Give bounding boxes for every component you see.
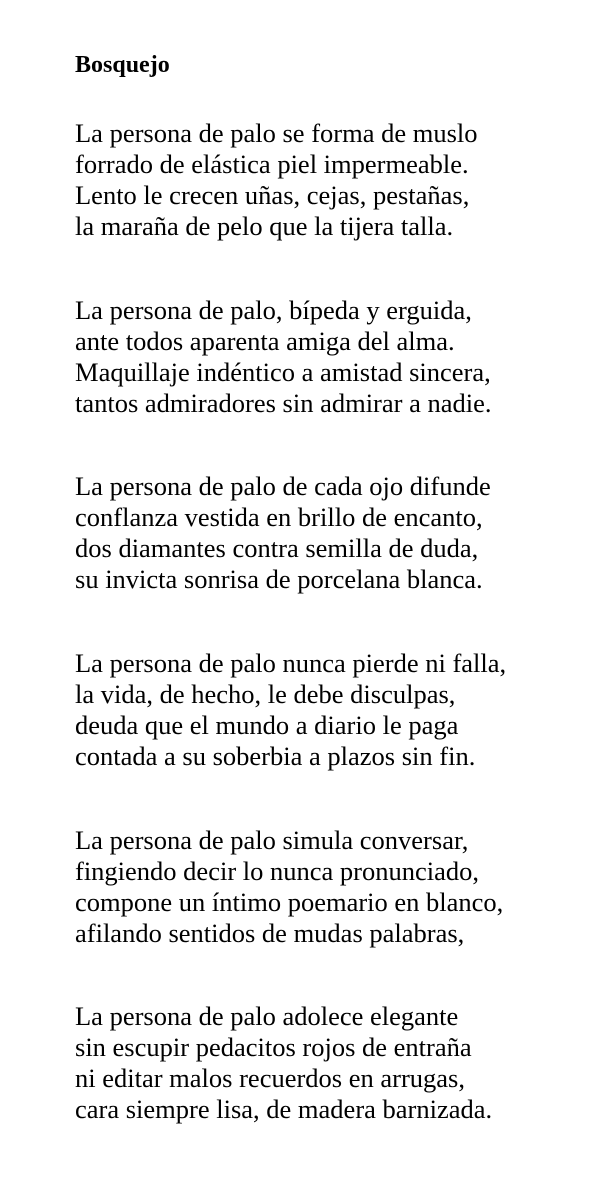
- verse-line: cara siempre lisa, de madera barnizada.: [75, 1094, 493, 1124]
- verse-line: contada a su soberbia a plazos sin fin.: [75, 741, 476, 771]
- verse-line: Lento le crecen uñas, cejas, pestañas,: [75, 180, 470, 210]
- stanza-6: [75, 1001, 492, 1125]
- verse-line: dos diamantes contra semilla de duda,: [75, 533, 479, 563]
- verse-line: La persona de palo, bípeda y erguida,: [75, 295, 472, 325]
- verse-line: ante todos aparenta amiga del alma.: [75, 326, 455, 356]
- verse-line: tantos admiradores sin admirar a nadie.: [75, 388, 492, 418]
- stanza-2: [75, 295, 492, 419]
- verse-line: deuda que el mundo a diario le paga: [75, 710, 459, 740]
- verse-line: afilando sentidos de mudas palabras,: [75, 918, 465, 948]
- verse-line: Maquillaje indéntico a amistad sincera,: [75, 357, 491, 387]
- stanza-1: [75, 118, 478, 242]
- poem-title: Bosquejo: [75, 52, 170, 78]
- verse-line: la vida, de hecho, le debe disculpas,: [75, 679, 456, 709]
- verse-line: su invicta sonrisa de porcelana blanca.: [75, 564, 483, 594]
- verse-line: La persona de palo de cada ojo difunde: [75, 471, 491, 501]
- verse-line: forrado de elástica piel impermeable.: [75, 149, 469, 179]
- stanza-5: [75, 825, 503, 949]
- verse-line: La persona de palo simula conversar,: [75, 825, 469, 855]
- verse-line: sin escupir pedacitos rojos de entraña: [75, 1032, 472, 1062]
- verse-line: compone un íntimo poemario en blanco,: [75, 887, 504, 917]
- verse-line: la maraña de pelo que la tijera talla.: [75, 211, 454, 241]
- verse-line: La persona de palo nunca pierde ni falla,: [75, 648, 507, 678]
- verse-line: La persona de palo se forma de muslo: [75, 118, 478, 148]
- stanza-3: [75, 471, 491, 595]
- verse-line: fingiendo decir lo nunca pronunciado,: [75, 856, 479, 886]
- verse-line: ni editar malos recuerdos en arrugas,: [75, 1063, 465, 1093]
- verse-line: La persona de palo adolece elegante: [75, 1001, 459, 1031]
- verse-line: conflanza vestida en brillo de encanto,: [75, 502, 483, 532]
- poem-page: [75, 0, 614, 1195]
- stanza-4: [75, 648, 506, 772]
